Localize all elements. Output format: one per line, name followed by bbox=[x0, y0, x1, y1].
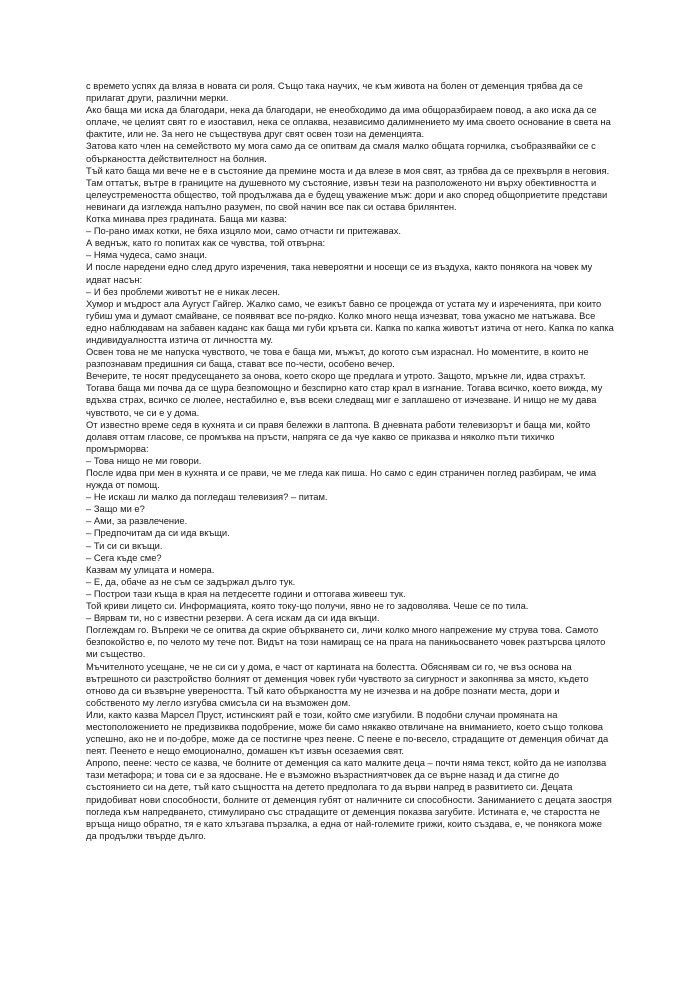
document-body bbox=[86, 80, 614, 842]
paragraph: – Ами, за развлечение. bbox=[86, 515, 188, 527]
paragraph: А веднъж, като го попитах как се чувства, той отвърна: bbox=[86, 237, 326, 249]
paragraph: – Защо ми е? bbox=[86, 503, 145, 515]
paragraph: – Вярвам ти, но с известни резерви. А сега искам да си ида вкъщи. bbox=[86, 612, 380, 624]
paragraph: Поглеждам го. Въпреки че се опитва да скрие объркването си, личи колко много напрежение му струва това. Самото безпокойство е, по челото му тече пот. Видът на този намиращ се на прага на паникьосването човек разтърсва цялото ми същество. bbox=[86, 624, 606, 660]
paragraph: – Построи тази къща в края на петдесетте години и оттогава живееш тук. bbox=[86, 587, 406, 599]
paragraph: – По-рано имах котки, не бяха изцяло мои, само отчасти ги притежавах. bbox=[86, 225, 402, 237]
paragraph: Казвам му улицата и номера. bbox=[86, 563, 215, 575]
paragraph: Апропо, пеене: често се казва, че болните от деменция са като малките деца – почти няма текст, който да не използва тази метафора; и това си е за ядосване. Не е възможно възрастниятчовек да се върне назад и да стигне до състоянието си на дете, тъй като същността на детето предполага то да върви напред в развитието си. Децата придобиват нови способности, болните от деменция губят от наличните си способности. Заниманието с децата заостря погледа към напредването, стимулирано със страдащите от деменция показва загубите. Истината е, че старостта не връща нищо обратно, тя е като хлъзгава пързалка, а една от най-големите грижи, които създава, е, че понякога може да продължи твърде дълго. bbox=[86, 757, 612, 841]
paragraph: После идва при мен в кухнята и се прави, че ме гледа как пиша. Но само с един страничен поглед разбирам, че има нужда от помощ. bbox=[86, 467, 597, 491]
paragraph: От известно време седя в кухнята и си правя бележки в лаптопа. В дневната работи телевизорът и баща ми, който долавя оттам гласове, се промъква на пръсти, напряга се да чуе какво се приказва и няколко пъти тихичко промърморва: bbox=[86, 418, 591, 454]
paragraph: Затова като член на семейството му мога само да се опитвам да смаля малко общата горчилка, съобразявайки се с объркаността действителност на болния. bbox=[86, 140, 596, 164]
paragraph: – Е, да, обаче аз не съм се задържал дълго тук. bbox=[86, 575, 296, 587]
paragraph: Освен това не ме напуска чувството, че това е баща ми, мъжът, до когото съм израснал. Но моментите, в които не разпознавам предишния си баща, стават все по-чести, особено вечер. bbox=[86, 346, 589, 370]
paragraph: – Не искаш ли малко да погледаш телевизия? – питам. bbox=[86, 491, 328, 503]
paragraph: Той криви лицето си. Информацията, която току-що получи, явно не го задоволява. Чеше се по тила. bbox=[86, 600, 529, 612]
paragraph: Хумор и мъдрост ала Аугуст Гайгер. Жалко само, че езикът бавно се процежда от устата му и изреченията, при които губиш ума и думаот смайване, се появяват все по-рядко. Колко много неща изчезват, това ужасно ме натъжава. Все едно наблюдавам на забавен каданс как баща ми губи кръвта си. Капка по капка животът изтича от него. Капка по капка индивидуалността изтича от личността му. bbox=[86, 297, 614, 345]
paragraph: – Ти си си вкъщи. bbox=[86, 539, 163, 551]
paragraph: Или, както казва Марсел Пруст, истинският рай е този, който сме изгубили. В подобни случаи промяната на местоположението не предизвиква подобрение, може би само някакво отвличане на вниманието, което също толкова успешно, ако не и по-добре, може да се постигне чрез пеене. С пеене е по-весело, страдащите от деменция обичат да пеят. Пеенето е нещо емоционално, домашен кът извън осезаемия свят. bbox=[86, 708, 609, 757]
paragraph: с времето успях да вляза в новата си роля. Също така научих, че към живота на болен от деменция трябва да се прилагат други, различни мерки. bbox=[86, 80, 583, 104]
paragraph: Ако баща ми иска да благодари, нека да благодари, не енеобходимо да има общоразбираем повод, а ако иска да се оплаче, че целият свят го е изоставил, нека се оплаква, независимо далимнението му има своето основание в света на фактите, или не. За него не съществува друг свят освен този на деменцията. bbox=[86, 104, 611, 140]
paragraph: – Това нищо не ми говори. bbox=[86, 454, 202, 466]
paragraph: – И без проблеми животът не е никак лесен. bbox=[86, 285, 281, 297]
paragraph: Тъй като баща ми вече не е в състояние да премине моста и да влезе в моя свят, аз трябва да се прехвърля в неговия. Там оттатък, вътре в границите на душевното му състояние, извън тези на разположеното ни върху обективността и целеустремеността общество, той продължава да е будещ уважение мъж: дори и ако според общоприетите представи невинаги да изглежда напълно разумен, по свой начин все пак си остава брилянтен. bbox=[86, 164, 610, 212]
paragraph: Котка минава през градината. Баща ми казва: bbox=[86, 213, 287, 225]
paragraph: – Няма чудеса, само знаци. bbox=[86, 249, 208, 261]
paragraph: – Сега къде сме? bbox=[86, 551, 162, 563]
paragraph: Мъчителното усещане, че не си си у дома, е част от картината на болестта. Обяснявам си го, че въз основа на вътрешното си разстройство болният от деменция човек губи чувството за сигурност и закопнява за място, където отново да си възвърне увереността. Тъй като объркаността му не изчезва и на добре познати места, дори и собственото му легло изгубва смисъла си на възможен дом. bbox=[86, 660, 589, 708]
paragraph: И после наредени едно след друго изречения, така невероятни и носещи се из въздуха, както понякога на човек му идват насън: bbox=[86, 261, 593, 285]
paragraph: – Предпочитам да си ида вкъщи. bbox=[86, 527, 230, 539]
paragraph: Вечерите, те носят предусещането за онова, което скоро ще предлага и утрото. Защото, мръкне ли, идва страхът. Тогава баща ми почва да се щура безпомощно и безспирно като стар крал в изгнание. Тогава всичко, което вижда, му вдъхва страх, всичко се люлее, нестабилно е, във всеки следващ миг е заплашено от изчезване. И нищо не му дава чувството, че си е у дома. bbox=[86, 370, 603, 418]
